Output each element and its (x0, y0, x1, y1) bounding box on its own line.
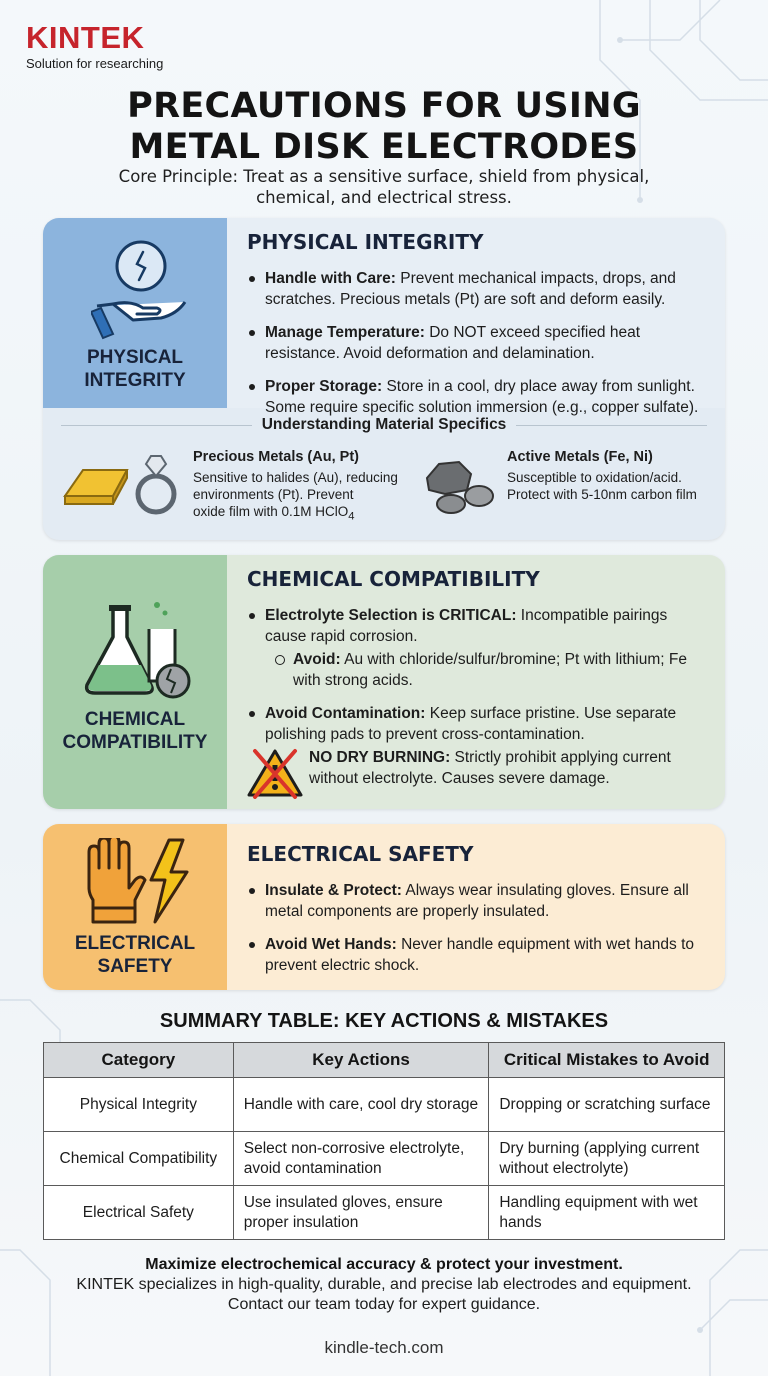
table-cell: Chemical Compatibility (44, 1132, 234, 1186)
page-title: PRECAUTIONS FOR USING METAL DISK ELECTRODES (127, 86, 641, 167)
chemical-compatibility-card (43, 555, 725, 809)
electrical-bullets (247, 880, 711, 976)
footer (0, 1255, 768, 1315)
list-item: Handle with Care: Prevent mechanical impacts, drops, and scratches. Precious metals (Pt) are soft and deform easily. (247, 268, 711, 310)
table-row (44, 1186, 725, 1240)
summary-title: SUMMARY TABLE: KEY ACTIONS & MISTAKES (159, 1010, 609, 1032)
list-item: Avoid Wet Hands: Never handle equipment with wet hands to prevent electric shock. (247, 934, 711, 976)
brand-logo (26, 22, 163, 71)
physical-bullets (247, 268, 711, 418)
dry-burning-warning (247, 747, 711, 799)
physical-heading: PHYSICAL INTEGRITY (247, 230, 484, 254)
chemical-bullets (247, 605, 711, 745)
table-cell: Handle with care, cool dry storage (233, 1078, 489, 1132)
warning-prohibited-icon (247, 747, 303, 799)
electrical-side-panel (43, 824, 227, 990)
list-item: Insulate & Protect: Always wear insulating gloves. Ensure all metal components are properly insulated. (247, 880, 711, 922)
table-cell: Physical Integrity (44, 1078, 234, 1132)
chemical-side-label: CHEMICAL COMPATIBILITY (62, 709, 208, 753)
table-cell: Use insulated gloves, ensure proper insulation (233, 1186, 489, 1240)
gold-bar-icon (61, 456, 131, 508)
list-item: Avoid Contamination: Keep surface pristine. Use separate polishing pads to prevent cross-contamination. (247, 703, 711, 745)
table-header: Category (44, 1043, 234, 1078)
table-cell: Dry burning (applying current without electrolyte) (489, 1132, 725, 1186)
electrical-heading: ELECTRICAL SAFETY (247, 842, 474, 866)
electrical-safety-card (43, 824, 725, 990)
active-metals-block: Active Metals (Fe, Ni) Susceptible to oxidation/acid. Protect with 5-10nm carbon film (507, 449, 697, 502)
flask-beaker-icon (79, 599, 195, 699)
footer-line: Contact our team today for expert guidance. (227, 1296, 541, 1313)
physical-side-label: PHYSICAL INTEGRITY (84, 347, 186, 391)
list-item: Manage Temperature: Do NOT exceed specified heat resistance. Avoid deformation and delamination. (247, 322, 711, 364)
table-header-row (44, 1043, 725, 1078)
electrical-content (247, 842, 711, 988)
precious-metals-block: Precious Metals (Au, Pt) Sensitive to halides (Au), reducing environments (Pt). Prevent oxide film with 0.1M HClO$_4$ (193, 449, 398, 523)
physical-side-panel (43, 218, 227, 408)
chemical-heading: CHEMICAL COMPATIBILITY (247, 567, 540, 591)
metal-ore-icon (421, 458, 499, 518)
table-cell: Dropping or scratching surface (489, 1078, 725, 1132)
chemical-side-panel (43, 555, 227, 809)
table-cell: Select non-corrosive electrolyte, avoid contamination (233, 1132, 489, 1186)
table-cell: Electrical Safety (44, 1186, 234, 1240)
diamond-ring-icon (131, 454, 181, 516)
table-header: Key Actions (233, 1043, 489, 1078)
table-row (44, 1078, 725, 1132)
summary-table (43, 1042, 725, 1240)
table-row (44, 1132, 725, 1186)
material-specifics-heading: Understanding Material Specifics (261, 416, 507, 433)
core-principle: Core Principle: Treat as a sensitive surface, shield from physical, chemical, and electrical stress. (118, 167, 650, 207)
table-header: Critical Mistakes to Avoid (489, 1043, 725, 1078)
warning-text: NO DRY BURNING: Strictly prohibit applying current without electrolyte. Causes severe damage. (309, 749, 671, 787)
material-specifics-divider (61, 416, 707, 434)
sub-list-item: Avoid: Au with chloride/sulfur/bromine; Pt with lithium; Fe with strong acids. (273, 649, 711, 691)
brand-tagline: Solution for researching (26, 56, 164, 71)
chemical-content (247, 567, 711, 757)
table-cell: Handling equipment with wet hands (489, 1186, 725, 1240)
brand-name: KINTEK (26, 20, 145, 55)
physical-integrity-card (43, 218, 725, 540)
glove-lightning-icon (79, 838, 191, 924)
list-item: Electrolyte Selection is CRITICAL: Incompatible pairings cause rapid corrosion. Avoid: Au with chloride/sulfur/bromine; Pt with lithium; Fe with strong acids. (247, 605, 711, 691)
physical-content (247, 230, 711, 430)
footer-line: KINTEK specializes in high-quality, durable, and precise lab electrodes and equipment. (76, 1276, 692, 1293)
list-item: Proper Storage: Store in a cool, dry place away from sunlight. Some require specific solution immersion (e.g., copper sulfate). (247, 376, 711, 418)
hand-holding-disk-icon (91, 238, 191, 346)
website-link[interactable]: kindle-tech.com (324, 1338, 444, 1357)
footer-headline: Maximize electrochemical accuracy & protect your investment. (145, 1256, 623, 1273)
electrical-side-label: ELECTRICAL SAFETY (74, 933, 196, 977)
